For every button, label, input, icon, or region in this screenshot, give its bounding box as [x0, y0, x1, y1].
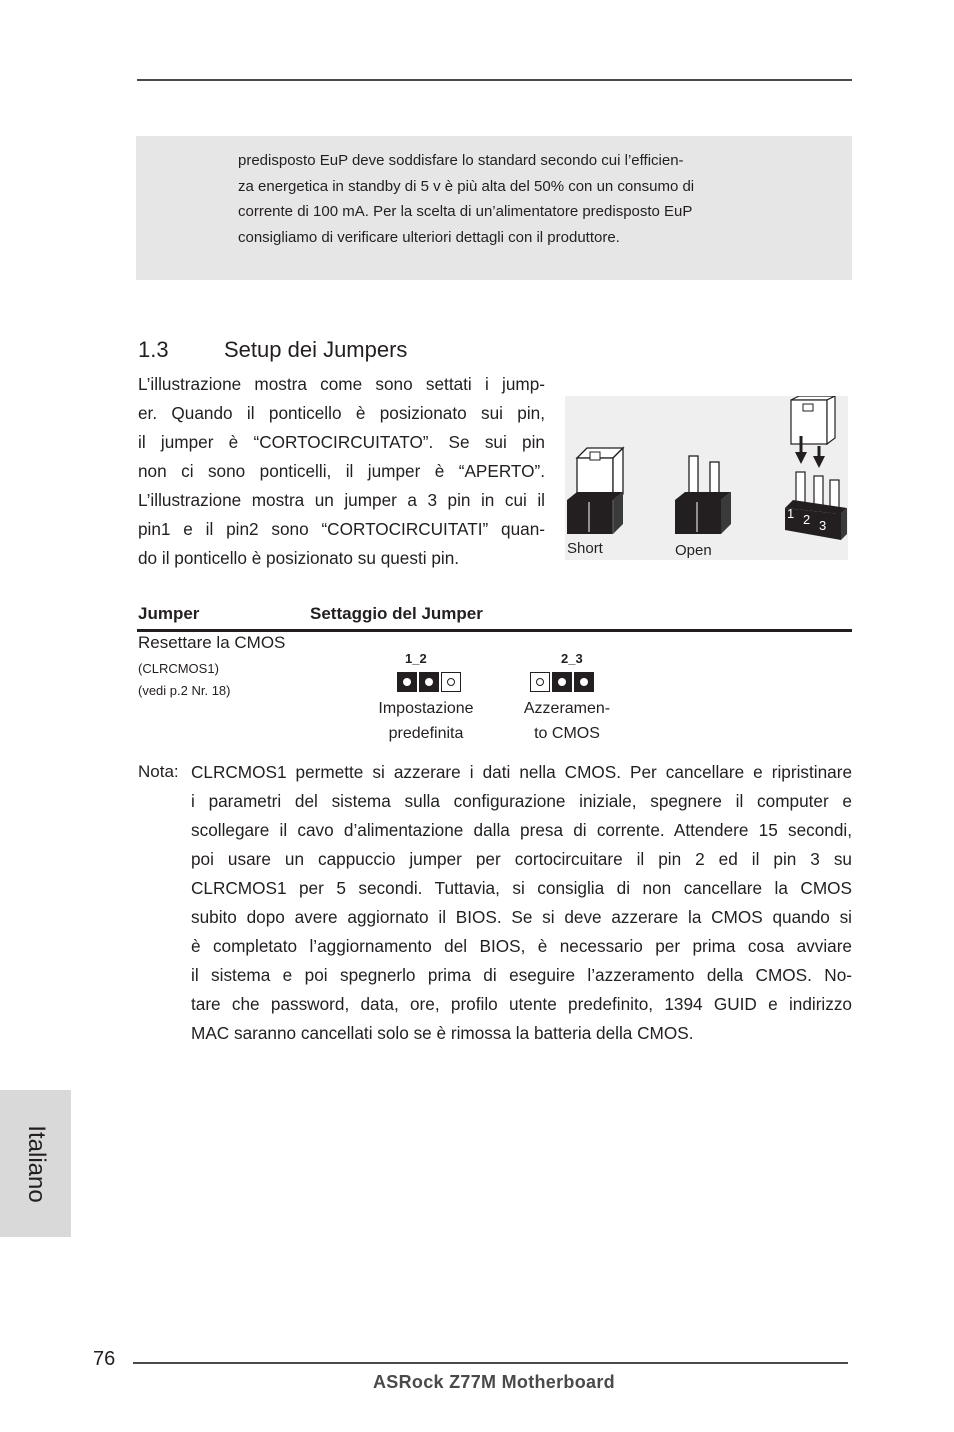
intro-paragraph — [138, 370, 545, 573]
table-header-rule — [137, 629, 852, 632]
pins-1-2-label: 1_2 — [405, 651, 427, 666]
nota-line: è completato l’aggiornamento del BIOS, è necessario per prima cosa avviare — [191, 936, 852, 956]
table-header-jumper: Jumper — [138, 604, 200, 623]
pins-2-3-label: 2_3 — [561, 651, 583, 666]
row-jumper-ref: (vedi p.2 Nr. 18) — [138, 683, 231, 698]
nota-line: CLRCMOS1 permette si azzerare i dati nella CMOS. Per cancellare e ripristinare — [191, 762, 852, 782]
default-setting-caption — [365, 696, 487, 746]
row-jumper-name: Resettare la CMOS — [138, 633, 286, 652]
nota-line: scollegare il cavo d’alimentazione dalla presa di corrente. Attendere 15 secondi, — [191, 820, 852, 840]
nota-line: il sistema e poi spegnerlo prima di eseguire l’azzeramento della CMOS. No- — [191, 965, 852, 985]
note-line: za energetica in standby di 5 v è più alta del 50% con un consumo di — [238, 177, 695, 195]
pin-shorted — [419, 672, 439, 692]
page-number: 76 — [93, 1348, 116, 1370]
nota-line: MAC saranno cancellati solo se è rimossa la batteria della CMOS. — [191, 1023, 694, 1043]
pin-open — [441, 672, 461, 692]
caption-line: to CMOS — [534, 725, 600, 742]
note-line: predisposto EuP deve soddisfare lo standard secondo cui l’efficien- — [238, 152, 684, 169]
pins-2-3-diagram — [530, 672, 596, 692]
short-label: Short — [567, 540, 603, 557]
language-label: Italiano — [22, 1124, 50, 1203]
three-pin-jumper-graphic — [785, 396, 847, 540]
nota-line: CLRCMOS1 per 5 secondi. Tuttavia, si consiglia di non cancellare la CMOS — [191, 878, 852, 898]
section-title: Setup dei Jumpers — [224, 337, 408, 362]
nota-paragraph — [191, 758, 852, 1048]
table-header-setting: Settaggio del Jumper — [310, 604, 483, 623]
intro-line: pin1 e il pin2 sono “CORTOCIRCUITATI” quan- — [138, 519, 545, 539]
top-rule — [137, 79, 852, 81]
clear-cmos-caption — [507, 696, 627, 746]
footer-title: ASRock Z77M Motherboard — [373, 1372, 615, 1392]
pin-shorted — [397, 672, 417, 692]
intro-line: er. Quando il ponticello è posizionato sui pin, — [138, 403, 545, 423]
intro-line: il jumper è “CORTOCIRCUITATO”. Se sui pin — [138, 432, 545, 452]
note-line: corrente di 100 mA. Per la scelta di un’alimentatore predisposto EuP — [238, 203, 693, 220]
nota-label: Nota: — [138, 762, 179, 781]
nota-line: subito dopo avere aggiornato il BIOS. Se si deve azzerare la CMOS quando si — [191, 907, 852, 927]
note-box — [136, 136, 852, 280]
nota-line: tare che password, data, ore, profilo utente predefinito, 1394 GUID e indirizzo — [191, 994, 852, 1014]
jumper-illustration — [565, 396, 848, 560]
intro-line: do il ponticello è posizionato su questi pin. — [138, 548, 460, 568]
short-jumper-graphic — [567, 448, 623, 534]
pins-1-2-diagram — [397, 672, 463, 692]
note-line: consigliamo di verificare ulteriori dettagli con il produttore. — [238, 228, 620, 246]
section-heading — [138, 337, 407, 363]
intro-line: non ci sono ponticelli, il jumper è “APERTO”. — [138, 461, 545, 481]
intro-line: L’illustrazione mostra come sono settati i jump- — [138, 374, 545, 394]
language-side-tab — [0, 1090, 71, 1237]
caption-line: Impostazione — [378, 700, 474, 717]
bottom-rule — [133, 1362, 848, 1364]
section-number: 1.3 — [138, 337, 169, 362]
pin-number-2: 2 — [803, 512, 811, 527]
caption-line: Azzeramen- — [523, 700, 611, 717]
pin-number-3: 3 — [819, 518, 827, 533]
pin-number-1: 1 — [787, 506, 795, 521]
caption-line: predefinita — [388, 725, 464, 742]
pin-shorted — [574, 672, 594, 692]
nota-line: poi usare un cappuccio jumper per cortocircuitare il pin 2 ed il pin 3 su — [191, 849, 852, 869]
intro-line: L’illustrazione mostra un jumper a 3 pin in cui il — [138, 490, 545, 510]
pin-shorted — [552, 672, 572, 692]
open-jumper-graphic — [675, 456, 731, 534]
nota-line: i parametri del sistema sulla configurazione iniziale, spegnere il computer e — [191, 791, 852, 811]
open-label: Open — [675, 542, 712, 559]
pin-open — [530, 672, 550, 692]
row-jumper-code: (CLRCMOS1) — [138, 661, 219, 676]
